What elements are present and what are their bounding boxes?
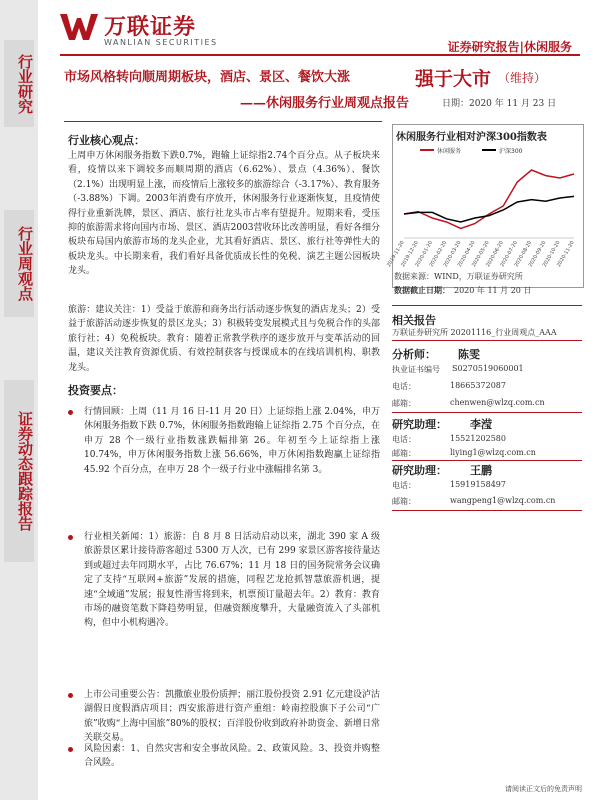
bullet-icon [68, 693, 73, 698]
analyst-role: 分析师： [392, 348, 436, 361]
bullet-icon [68, 747, 73, 752]
chart-source: 数据来源：WIND，万联证券研究所 [394, 272, 523, 281]
sidebar-tag-industry-research: 行业研究 [4, 40, 34, 127]
legend-label: 沪深300 [499, 148, 523, 155]
related-report-link[interactable]: 万联证券研究所 20201116_行业周观点_AAA [392, 328, 557, 337]
disclaimer-note: 请阅读正文后的免责声明 [505, 785, 582, 793]
series-line [404, 170, 574, 228]
left-sidebar [0, 0, 38, 800]
section-divider [392, 340, 582, 341]
title-divider [64, 121, 382, 122]
analyst-role: 研究助理： [392, 418, 447, 431]
x-tick-label: 2020-11-20 [556, 240, 576, 269]
investment-advice-text: 旅游：建议关注：1）受益于旅游和商务出行活动逐步恢复的酒店龙头；2）受益于旅游活动逐步恢复的景区龙头；3）积极转变发展模式且与免税合作的头部旅行社；4）免税板块。教育：随着正常教学秩序的逐步放开与变革活动的回温，建议关注教育资源优质、有效控制获客与授课成本的在线培训机构、职教龙头。 [68, 305, 380, 373]
analyst-info-label: 电话： [392, 382, 416, 391]
report-type: 证券研究报告|休闲服务 [447, 40, 572, 54]
list-item [68, 530, 380, 631]
list-item-text: 风险因素：1、自然灾害和安全事故风险。2、政策风险。3、投资并购整合风险。 [84, 744, 380, 769]
list-item-text: 行业相关新闻：1）旅游：自 8 月 8 日活动启动以来，湖北 390 家 A 级旅游景区累计接待游客超过 5300 万人次，已有 299 家景区游客接待量达到或超过去年同期水平，占比 76.67%；11 月 18 日的国务院常务会议确定了支持“互联网+旅游”发展的措施，同程艺龙抢抓智慧旅游机遇，提速“全域通”发展；报复性滑雪将到来，机票预订量超去年。2）教育：教育市场的融资笔数下降趋势明显，但融资额度攀升，大量融资流入了头部机构，但中小机构遇冷。 [84, 532, 380, 629]
related-reports-heading: 相关报告 [392, 314, 436, 327]
report-subtitle: ——休闲服务行业周观点报告 [240, 96, 410, 111]
analyst-name: 李滢 [470, 418, 492, 431]
x-tick-label: 2020-07-20 [499, 240, 520, 269]
core-view-text: 上周申万休闲服务指数下跌0.7%，跑输上证综指2.74个百分点。从子板块来看，疫情以来下调较多而顺周期的酒店（6.62%）、景点（4.36%）、餐饮（2.1%）出现明显上涨，而疫情后上涨较多的旅游综合（-3.17%）、教育服务（-3.88%）下调。2003年消费有序放开，休闲服务行业逐渐恢复，且疫情使得行业重新洗牌，景区、酒店、旅行社龙头市占率有望提升。短期来看，受压抑的旅游需求将向国内市场、景区、酒店2003营收环比改善明显，看好各细分板块布局国内旅游市场的龙头企业，尤其看好酒店、景区、旅行社等弹性大的板块龙头。中长期来看，我们看好具备优质成长性的免税、演艺主题公园板块龙头。 [68, 151, 380, 277]
bullet-icon [68, 535, 73, 540]
analyst-info-label: 邮箱： [392, 399, 416, 408]
x-tick-label: 2020-08-20 [513, 240, 534, 269]
x-tick-label: 2020-03-20 [442, 240, 463, 269]
company-name-en: WANLIAN SECURITIES [104, 38, 218, 47]
key-points-heading: 投资要点： [68, 384, 123, 397]
x-tick-label: 2020-06-20 [485, 240, 505, 269]
x-tick-label: 2020-01-20 [414, 240, 435, 269]
section-divider [392, 510, 582, 511]
x-tick-label: 2020-09-20 [527, 240, 548, 269]
analyst-email[interactable]: liying1@wlzq.com.cn [450, 448, 536, 457]
analyst-info-label: 邮箱： [392, 449, 416, 458]
bullet-icon [68, 410, 73, 415]
analyst-role: 研究助理： [392, 464, 447, 477]
list-item [68, 742, 380, 771]
x-tick-label: 2020-10-20 [541, 240, 562, 269]
report-date: 日期：2020 年 11 月 23 日 [442, 99, 557, 109]
analyst-phone: 15919158497 [450, 480, 506, 489]
header-divider [60, 54, 580, 56]
analyst-info-label: 邮箱： [392, 497, 416, 506]
chart-date-label: 数据截止日期： [394, 285, 450, 295]
analyst-phone: 15521202580 [450, 434, 506, 443]
section-divider [392, 305, 582, 306]
analyst-info-label: 执业证书编号 [392, 365, 440, 374]
analyst-email[interactable]: wangpeng1@wlzq.com.cn [450, 496, 556, 505]
chart-date-value: 2020 年 11 月 20 日 [454, 286, 532, 295]
section-divider [392, 412, 582, 413]
rating: 强于大市 [415, 68, 492, 90]
analyst-phone: 18665372087 [450, 381, 506, 390]
x-tick-label: 2019-12-20 [400, 240, 420, 269]
chart-title: 休闲服务行业相对沪深300指数表 [396, 132, 547, 143]
analyst-name: 陈雯 [458, 348, 480, 361]
sidebar-tag-dynamic-report: 证券动态跟踪报告 [4, 380, 34, 562]
report-title: 市场风格转向顺周期板块，酒店、景区、餐饮大涨 [64, 70, 351, 85]
core-view-heading: 行业核心观点： [68, 134, 145, 147]
series-line [404, 196, 574, 222]
list-item-text: 行情回顾：上周（11 月 16 日-11 月 20 日）上证综指上涨 2.04%，申万休闲服务指数下跌 0.7%，休闲服务指数跑输上证综指 2.75 个百分点，在申万 28 个一级行业指数涨跌幅排第 26。年初至今上证综指上涨 10.74%，申万休闲服务指数上涨 56.66%，申万休闲指数跑赢上证综指 45.92 个百分点，在申万 28 个一级子行业中涨幅排名第 3。 [84, 407, 380, 475]
legend-label: 休闲服务 [437, 148, 462, 155]
list-item [68, 688, 380, 746]
company-name-cn: 万联证券 [104, 15, 197, 40]
company-logo-icon [60, 12, 98, 42]
x-tick-label: 2020-04-20 [456, 240, 477, 269]
list-item [68, 405, 380, 477]
relative-index-chart [386, 140, 582, 286]
sidebar-tag-weekly-view: 行业周观点 [4, 210, 34, 317]
list-item-text: 上市公司重要公告：凯撒旅业股份质押；丽江股份投资 2.91 亿元建设泸沽湖假日度假酒店项目；西安旅游进行资产重组：岭南控股旗下子公司“广旅”收购“上海中国旅”80%的股权；百洋股份收到政府补助资金、新增日常关联交易。 [84, 690, 380, 744]
analyst-info-label: 电话： [392, 435, 416, 444]
analyst-email[interactable]: chenwen@wlzq.com.cn [450, 398, 545, 407]
x-tick-label: 2020-05-20 [471, 240, 491, 269]
analyst-cert-number: S0270519060001 [452, 364, 524, 373]
analyst-info-label: 电话： [392, 481, 416, 490]
x-tick-label: 2020-02-20 [428, 240, 449, 269]
x-tick-label: 2019-11-20 [386, 240, 406, 269]
rating-note: （维持） [498, 71, 547, 85]
analyst-name: 王鹏 [470, 464, 492, 477]
section-divider [392, 460, 582, 461]
